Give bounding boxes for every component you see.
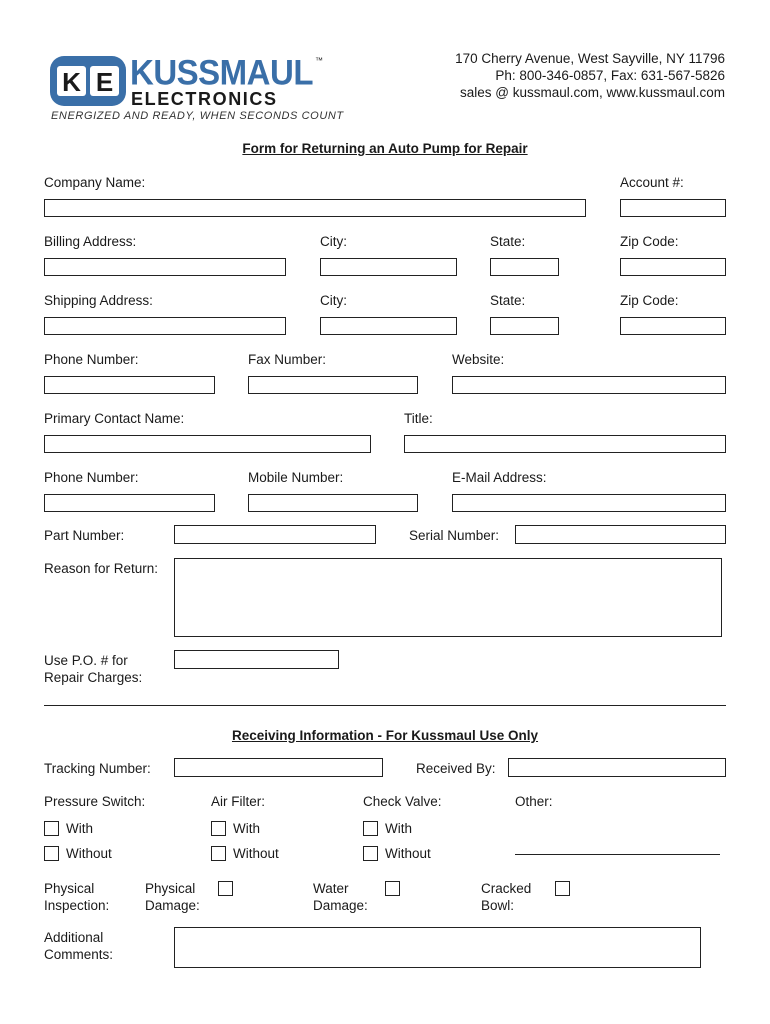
- shipping-zip-label: Zip Code:: [620, 293, 679, 308]
- billing-address-label: Billing Address:: [44, 234, 137, 249]
- company-name-label: Company Name:: [44, 175, 146, 190]
- pressure-switch-label: Pressure Switch:: [44, 794, 146, 809]
- serial-number-field[interactable]: [515, 525, 726, 544]
- cracked-bowl-checkbox[interactable]: [555, 881, 570, 896]
- contact-phone-field[interactable]: [44, 494, 215, 512]
- company-name-field[interactable]: [44, 199, 586, 217]
- email-field[interactable]: [452, 494, 726, 512]
- logo-mark-e: E: [95, 67, 114, 97]
- check-valve-without-checkbox[interactable]: [363, 846, 378, 861]
- reason-field[interactable]: [174, 558, 722, 637]
- tracking-label: Tracking Number:: [44, 761, 151, 776]
- billing-state-field[interactable]: [490, 258, 559, 276]
- fax-field[interactable]: [248, 376, 418, 394]
- email-label: E-Mail Address:: [452, 470, 547, 485]
- account-label: Account #:: [620, 175, 684, 190]
- shipping-city-field[interactable]: [320, 317, 457, 335]
- billing-address-field[interactable]: [44, 258, 286, 276]
- pressure-switch-with-label: With: [66, 821, 93, 836]
- reason-label: Reason for Return:: [44, 561, 159, 576]
- address-line-3: sales @ kussmaul.com, www.kussmaul.com: [459, 85, 725, 100]
- shipping-state-label: State:: [490, 293, 526, 308]
- po-label-line2: Repair Charges:: [44, 670, 143, 685]
- air-filter-without-checkbox[interactable]: [211, 846, 226, 861]
- website-field[interactable]: [452, 376, 726, 394]
- air-filter-with-checkbox[interactable]: [211, 821, 226, 836]
- pressure-switch-without-label: Without: [66, 846, 112, 861]
- address-line-2: Ph: 800-346-0857, Fax: 631-567-5826: [495, 68, 725, 83]
- shipping-state-field[interactable]: [490, 317, 559, 335]
- physical-inspection-label-2: Inspection:: [44, 898, 110, 913]
- received-by-label: Received By:: [416, 761, 496, 776]
- brand-subname: ELECTRONICS: [131, 89, 278, 109]
- air-filter-with-label: With: [233, 821, 260, 836]
- brand-name: KUSSMAUL: [130, 52, 313, 92]
- contact-phone-label: Phone Number:: [44, 470, 139, 485]
- shipping-city-label: City:: [320, 293, 347, 308]
- physical-damage-label-2: Damage:: [145, 898, 200, 913]
- section-divider: [44, 705, 726, 706]
- cracked-bowl-label-1: Cracked: [481, 881, 532, 896]
- other-line[interactable]: [515, 854, 720, 855]
- water-damage-label-1: Water: [313, 881, 349, 896]
- check-valve-without-label: Without: [385, 846, 431, 861]
- check-valve-label: Check Valve:: [363, 794, 442, 809]
- air-filter-without-label: Without: [233, 846, 279, 861]
- title-field[interactable]: [404, 435, 726, 453]
- water-damage-checkbox[interactable]: [385, 881, 400, 896]
- account-field[interactable]: [620, 199, 726, 217]
- form-title: Form for Returning an Auto Pump for Repair: [242, 141, 528, 156]
- received-by-field[interactable]: [508, 758, 726, 777]
- shipping-address-label: Shipping Address:: [44, 293, 153, 308]
- mobile-label: Mobile Number:: [248, 470, 344, 485]
- part-number-field[interactable]: [174, 525, 376, 544]
- fax-label: Fax Number:: [248, 352, 327, 367]
- primary-contact-label: Primary Contact Name:: [44, 411, 185, 426]
- additional-comments-field[interactable]: [174, 927, 701, 968]
- tagline: ENERGIZED AND READY, WHEN SECONDS COUNT: [51, 110, 344, 122]
- billing-zip-field[interactable]: [620, 258, 726, 276]
- mobile-field[interactable]: [248, 494, 418, 512]
- title-label: Title:: [404, 411, 433, 426]
- billing-state-label: State:: [490, 234, 526, 249]
- receiving-title: Receiving Information - For Kussmaul Use Only: [231, 728, 539, 743]
- cracked-bowl-label-2: Bowl:: [481, 898, 515, 913]
- water-damage-label-2: Damage:: [313, 898, 368, 913]
- address-line-1: 170 Cherry Avenue, West Sayville, NY 11796: [455, 51, 725, 66]
- pressure-switch-without-checkbox[interactable]: [44, 846, 59, 861]
- physical-inspection-label-1: Physical: [44, 881, 95, 896]
- website-label: Website:: [452, 352, 505, 367]
- check-valve-with-checkbox[interactable]: [363, 821, 378, 836]
- shipping-zip-field[interactable]: [620, 317, 726, 335]
- additional-comments-label-1: Additional: [44, 930, 104, 945]
- physical-damage-label-1: Physical: [145, 881, 196, 896]
- additional-comments-label-2: Comments:: [44, 947, 114, 962]
- other-label: Other:: [515, 794, 553, 809]
- po-field[interactable]: [174, 650, 339, 669]
- part-number-label: Part Number:: [44, 528, 125, 543]
- check-valve-with-label: With: [385, 821, 412, 836]
- logo-mark-k: K: [62, 67, 81, 97]
- primary-contact-field[interactable]: [44, 435, 371, 453]
- tracking-field[interactable]: [174, 758, 383, 777]
- trademark-symbol: ™: [315, 56, 323, 65]
- billing-city-field[interactable]: [320, 258, 457, 276]
- billing-zip-label: Zip Code:: [620, 234, 679, 249]
- po-label-line1: Use P.O. # for: [44, 653, 128, 668]
- air-filter-label: Air Filter:: [211, 794, 265, 809]
- physical-damage-checkbox[interactable]: [218, 881, 233, 896]
- serial-number-label: Serial Number:: [409, 528, 500, 543]
- phone-field[interactable]: [44, 376, 215, 394]
- phone-label: Phone Number:: [44, 352, 139, 367]
- pressure-switch-with-checkbox[interactable]: [44, 821, 59, 836]
- billing-city-label: City:: [320, 234, 347, 249]
- shipping-address-field[interactable]: [44, 317, 286, 335]
